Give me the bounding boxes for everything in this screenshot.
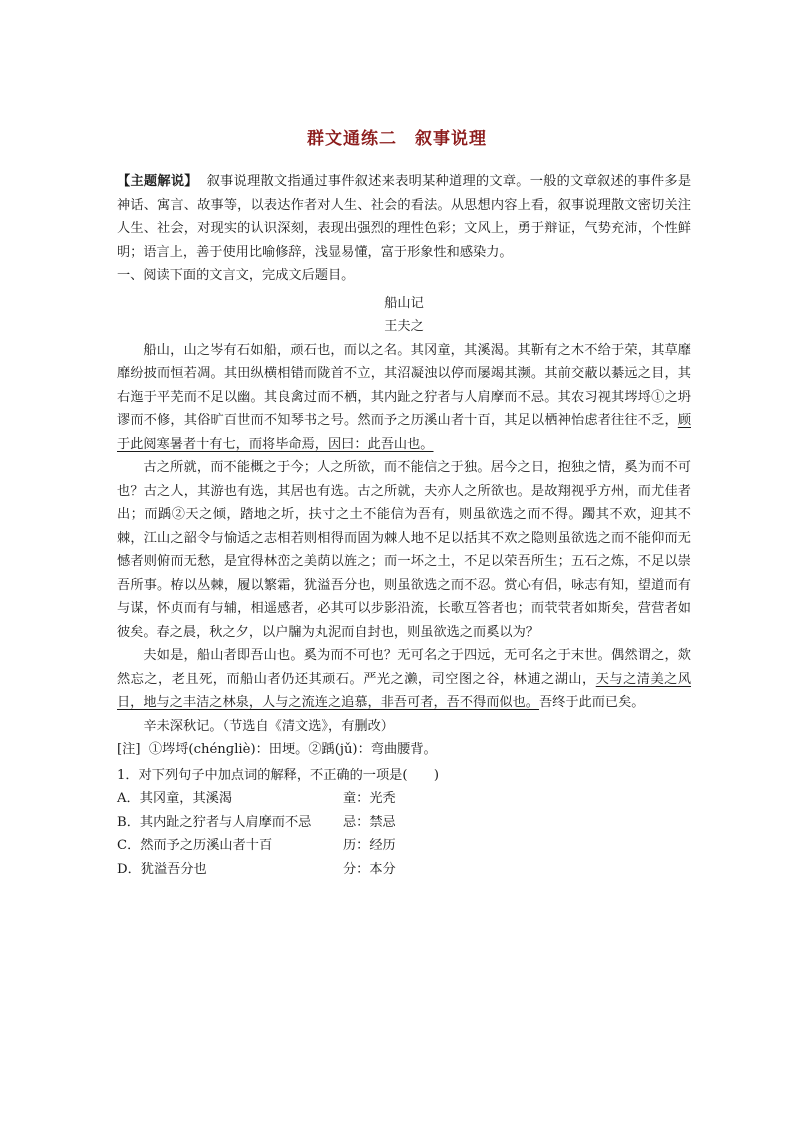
option-b-sentence: B．其内趾之狞者与人肩摩而不忌 (117, 814, 312, 830)
option-a-sentence: A．其冈童，其溪渴 (117, 791, 233, 806)
underlined-sentence-2: 天与之清美之风日，地与之丰洁之林泉，人与之流连之追慕，非吾可者，吾不得而似也。 (117, 671, 692, 710)
option-a-gloss: 童：光秃 (343, 791, 396, 806)
option-b (117, 811, 691, 835)
option-d-gloss: 分：本分 (343, 861, 396, 877)
page-title: 群文通练二 叙事说理 (307, 129, 487, 149)
essay-paragraph-1 (117, 339, 691, 457)
paragraph-1-text: 船山，山之岑有石如船，顽石也，而以之名。其冈童，其溪渴。其靳有之木不给于荣，其草靡靡纷披而恒若凋。其田纵横相错而陇首不立，其沼凝浊以停而屡竭其濒。其前交蔽以綦远之目，其右迤于平芜而不足以幽。其良禽过而不栖，其内趾之狞者与人肩摩而不忌。其农习视其埁埒①之坍谬而不修，其俗旷百世而不知琴书之号。然而予之历溪山者十百，其足以栖神怡虑者往往不乏， (117, 342, 691, 428)
option-c-sentence: C．然而予之历溪山者十百 (117, 838, 273, 853)
option-d (117, 858, 691, 882)
underlined-sentence-1: 顾于此阅寒暑者十有七，而将毕命焉，因曰：此吾山也。 (117, 413, 691, 452)
essay-author: 王夫之 (384, 319, 424, 334)
theme-text: 叙事说理散文指通过事件叙述来表明某种道理的文章。一般的文章叙述的事件多是神话、寓言、故事等，以表达作者对人生、社会的看法。从思想内容上看，叙事说理散文密切关注人生、社会，对现实的认识深刻，表现出强烈的理性色彩；文风上，勇于辩证，气势充沛，个性鲜明；语言上，善于使用比喻修辞，浅显易懂，富于形象性和感染力。 (117, 174, 692, 260)
question-stem: 1．对下列句子中加点词的解释，不正确的一项是( ) (117, 767, 439, 783)
option-b-gloss: 忌：禁忌 (343, 814, 396, 830)
option-c-gloss: 历：经历 (343, 838, 396, 853)
note-text: ①埁埒(chénɡliè)：田埂。②踽(jǔ)：弯曲腰背。 (148, 742, 437, 757)
theme-explanation (117, 170, 691, 264)
option-a (117, 787, 691, 811)
essay-paragraph-3 (117, 644, 691, 715)
paragraph-3-text-after: 吾终于此而已矣。 (539, 695, 645, 710)
paragraph-3-text-before: 夫如是，船山者即吾山也。奚为而不可也？无可名之于四远，无可名之于末世。偶然谓之，欻然忘之，老且死，而船山者仍还其顽石。严光之濑，司空图之谷，林逋之湖山， (117, 648, 691, 687)
essay-closing: 辛未深秋记。（节选自《清文选》，有删改） (143, 718, 394, 734)
document-body (117, 170, 691, 881)
option-d-sentence: D．犹溢吾分也 (117, 861, 207, 877)
essay-paragraph-2: 古之所就，而不能概之于今；人之所欲，而不能信之于独。居今之日，抱独之情，奚为而不可也？古之人，其游也有选，其居也有选。古之所就，夫亦人之所欲也。是故翔视乎方州，而尤佳者出；而踽②天之倾，踏地之圻，扶寸之土不能信为吾有，则虽欲选之而不得。躅其不欢，迎其不棘，江山之韶令与愉适之志相若则相得而固为棘人地不足以括其不欢之隐则虽欲选之而不能仰而无憾者则俯而无愁，是宜得林峦之美荫以旌之；而一坏之土，不足以荣吾所生；五石之炼，不足以崇吾所事。栫以丛棘，履以繁霜，犹溢吾分也，则虽欲选之而不忍。赏心有侣，咏志有知，望道而有与谋，怀贞而有与辅，相遥感者，必其可以步影沿流，长歌互答者也；而茕茕者如斯矣，营营者如彼矣。春之晨，秋之夕，以户牖为丸泥而自封也，则虽欲选之而奚以为？ (117, 460, 691, 640)
note-tag: [注] (117, 742, 141, 757)
annotation-note (117, 738, 691, 762)
theme-tag: 【主题解说】 (117, 174, 198, 189)
option-c (117, 834, 691, 858)
essay-title: 船山记 (384, 295, 424, 311)
section-heading: 一、阅读下面的文言文，完成文后题目。 (117, 268, 355, 283)
